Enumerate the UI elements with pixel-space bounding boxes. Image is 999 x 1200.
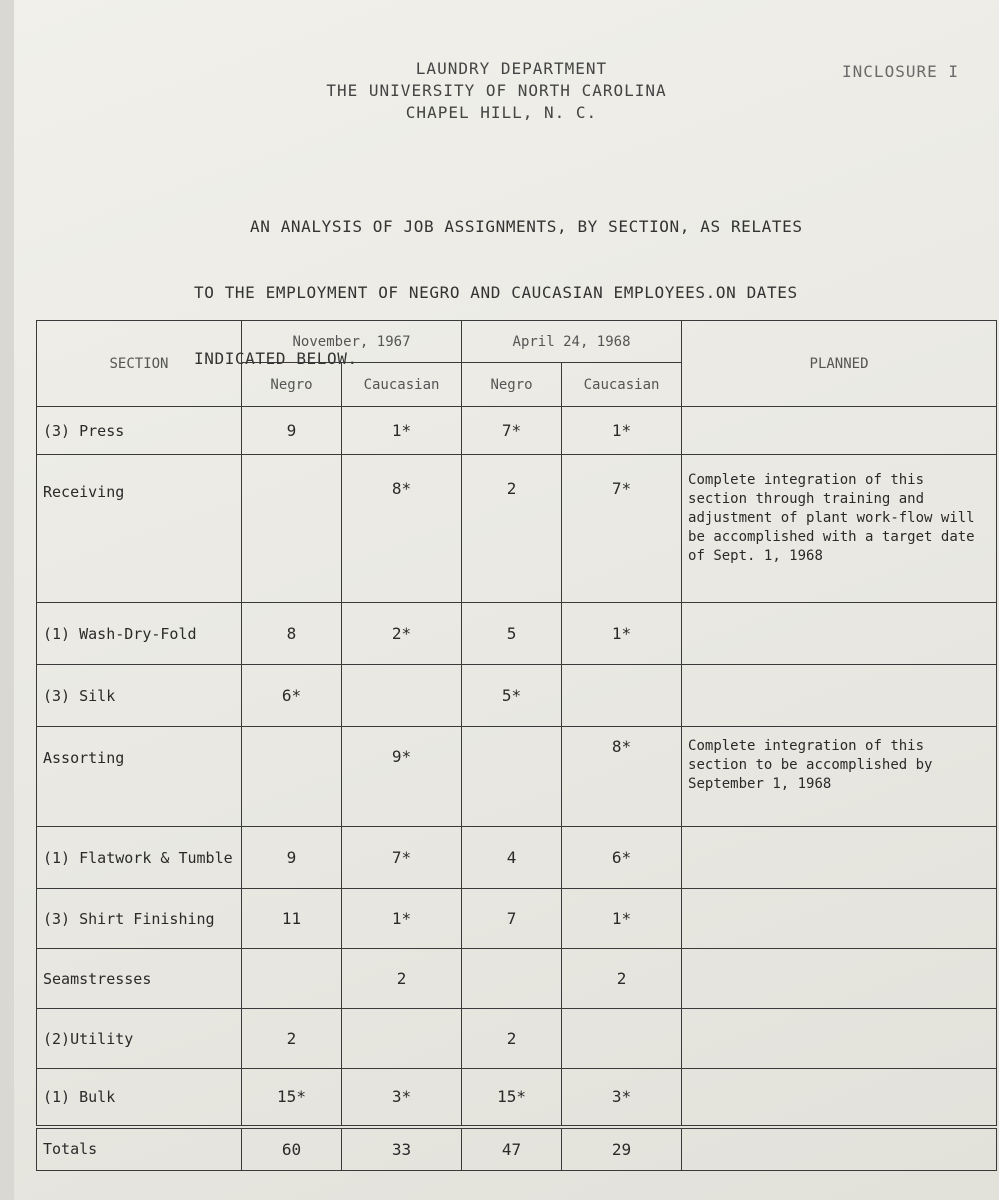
negro-1968-cell: 5 (462, 603, 562, 665)
totals-label: Totals (37, 1127, 242, 1171)
total-negro-1967: 60 (242, 1127, 342, 1171)
planned-cell (682, 949, 997, 1009)
job-assignment-table (36, 320, 997, 1171)
section-cell: (1) Wash-Dry-Fold (37, 603, 242, 665)
negro-1968-cell: 2 (462, 455, 562, 603)
planned-cell: Complete integration of this section through training and adjustment of plant work-flow will be accomplished with a target date of Sept. 1, 1968 (682, 455, 997, 603)
planned-cell (682, 1009, 997, 1069)
negro-header-1: Negro (242, 363, 342, 407)
caucasian-1967-cell: 7* (342, 827, 462, 889)
total-negro-1968: 47 (462, 1127, 562, 1171)
negro-1968-cell: 2 (462, 1009, 562, 1069)
negro-1967-cell: 9 (242, 827, 342, 889)
date-header-nov-1967: November, 1967 (242, 321, 462, 363)
enclosure-label: INCLOSURE I (842, 62, 959, 81)
negro-1968-cell: 7 (462, 889, 562, 949)
section-cell: (3) Shirt Finishing (37, 889, 242, 949)
totals-row (37, 1127, 997, 1171)
negro-1967-cell: 11 (242, 889, 342, 949)
negro-1968-cell (462, 727, 562, 827)
table-row (37, 665, 997, 727)
section-cell: (2)Utility (37, 1009, 242, 1069)
section-cell: Assorting (37, 727, 242, 827)
header-row (37, 321, 997, 363)
caucasian-1967-cell: 3* (342, 1069, 462, 1127)
section-cell: (1) Flatwork & Tumble (37, 827, 242, 889)
caucasian-1967-cell: 1* (342, 407, 462, 455)
table-row (37, 889, 997, 949)
negro-1968-cell: 15* (462, 1069, 562, 1127)
caucasian-1968-cell: 1* (562, 603, 682, 665)
negro-1968-cell (462, 949, 562, 1009)
caucasian-1968-cell: 8* (562, 727, 682, 827)
totals-planned-cell (682, 1127, 997, 1171)
caucasian-header-1: Caucasian (342, 363, 462, 407)
caucasian-1967-cell: 2* (342, 603, 462, 665)
negro-1967-cell (242, 949, 342, 1009)
planned-header: PLANNED (682, 321, 997, 407)
date-header-apr-1968: April 24, 1968 (462, 321, 682, 363)
negro-1968-cell: 5* (462, 665, 562, 727)
table-row (37, 455, 997, 603)
negro-1967-cell: 9 (242, 407, 342, 455)
total-caucasian-1968: 29 (562, 1127, 682, 1171)
total-caucasian-1967: 33 (342, 1127, 462, 1171)
university-name: THE UNIVERSITY OF NORTH CAROLINA (326, 81, 667, 100)
caucasian-1967-cell: 8* (342, 455, 462, 603)
section-cell: Seamstresses (37, 949, 242, 1009)
caucasian-1967-cell: 1* (342, 889, 462, 949)
caucasian-1968-cell: 1* (562, 407, 682, 455)
planned-cell: Complete integration of this section to be accomplished by September 1, 1968 (682, 727, 997, 827)
table-row (37, 827, 997, 889)
caucasian-1968-cell: 6* (562, 827, 682, 889)
planned-cell (682, 665, 997, 727)
negro-1967-cell: 2 (242, 1009, 342, 1069)
section-cell: (1) Bulk (37, 1069, 242, 1127)
title-line-1: AN ANALYSIS OF JOB ASSIGNMENTS, BY SECTION, AS RELATES (250, 217, 803, 236)
caucasian-1968-cell: 3* (562, 1069, 682, 1127)
negro-1967-cell: 8 (242, 603, 342, 665)
section-cell: (3) Silk (37, 665, 242, 727)
title-line-3: INDICATED BELOW. (194, 349, 358, 368)
negro-1967-cell (242, 455, 342, 603)
caucasian-1967-cell: 9* (342, 727, 462, 827)
negro-1968-cell: 4 (462, 827, 562, 889)
caucasian-1967-cell: 2 (342, 949, 462, 1009)
caucasian-1967-cell (342, 665, 462, 727)
negro-1968-cell: 7* (462, 407, 562, 455)
planned-cell (682, 603, 997, 665)
section-cell: Receiving (37, 455, 242, 603)
planned-cell (682, 407, 997, 455)
negro-1967-cell: 6* (242, 665, 342, 727)
negro-1967-cell: 15* (242, 1069, 342, 1127)
table-row (37, 727, 997, 827)
planned-cell (682, 889, 997, 949)
department-name: LAUNDRY DEPARTMENT (415, 59, 608, 78)
city-name: CHAPEL HILL, N. C. (405, 103, 598, 122)
negro-1967-cell (242, 727, 342, 827)
caucasian-1968-cell (562, 665, 682, 727)
table-row (37, 603, 997, 665)
caucasian-1968-cell: 2 (562, 949, 682, 1009)
caucasian-1968-cell: 1* (562, 889, 682, 949)
table-row (37, 1009, 997, 1069)
document-page (14, 0, 999, 1200)
table-row (37, 407, 997, 455)
caucasian-1968-cell (562, 1009, 682, 1069)
caucasian-1967-cell (342, 1009, 462, 1069)
section-cell: (3) Press (37, 407, 242, 455)
negro-header-2: Negro (462, 363, 562, 407)
planned-cell (682, 827, 997, 889)
caucasian-header-2: Caucasian (562, 363, 682, 407)
table-row (37, 949, 997, 1009)
table-row (37, 1069, 997, 1127)
planned-cell (682, 1069, 997, 1127)
section-header: SECTION (37, 321, 242, 407)
caucasian-1968-cell: 7* (562, 455, 682, 603)
title-line-2: TO THE EMPLOYMENT OF NEGRO AND CAUCASIAN EMPLOYEES.ON DATES (194, 283, 798, 302)
